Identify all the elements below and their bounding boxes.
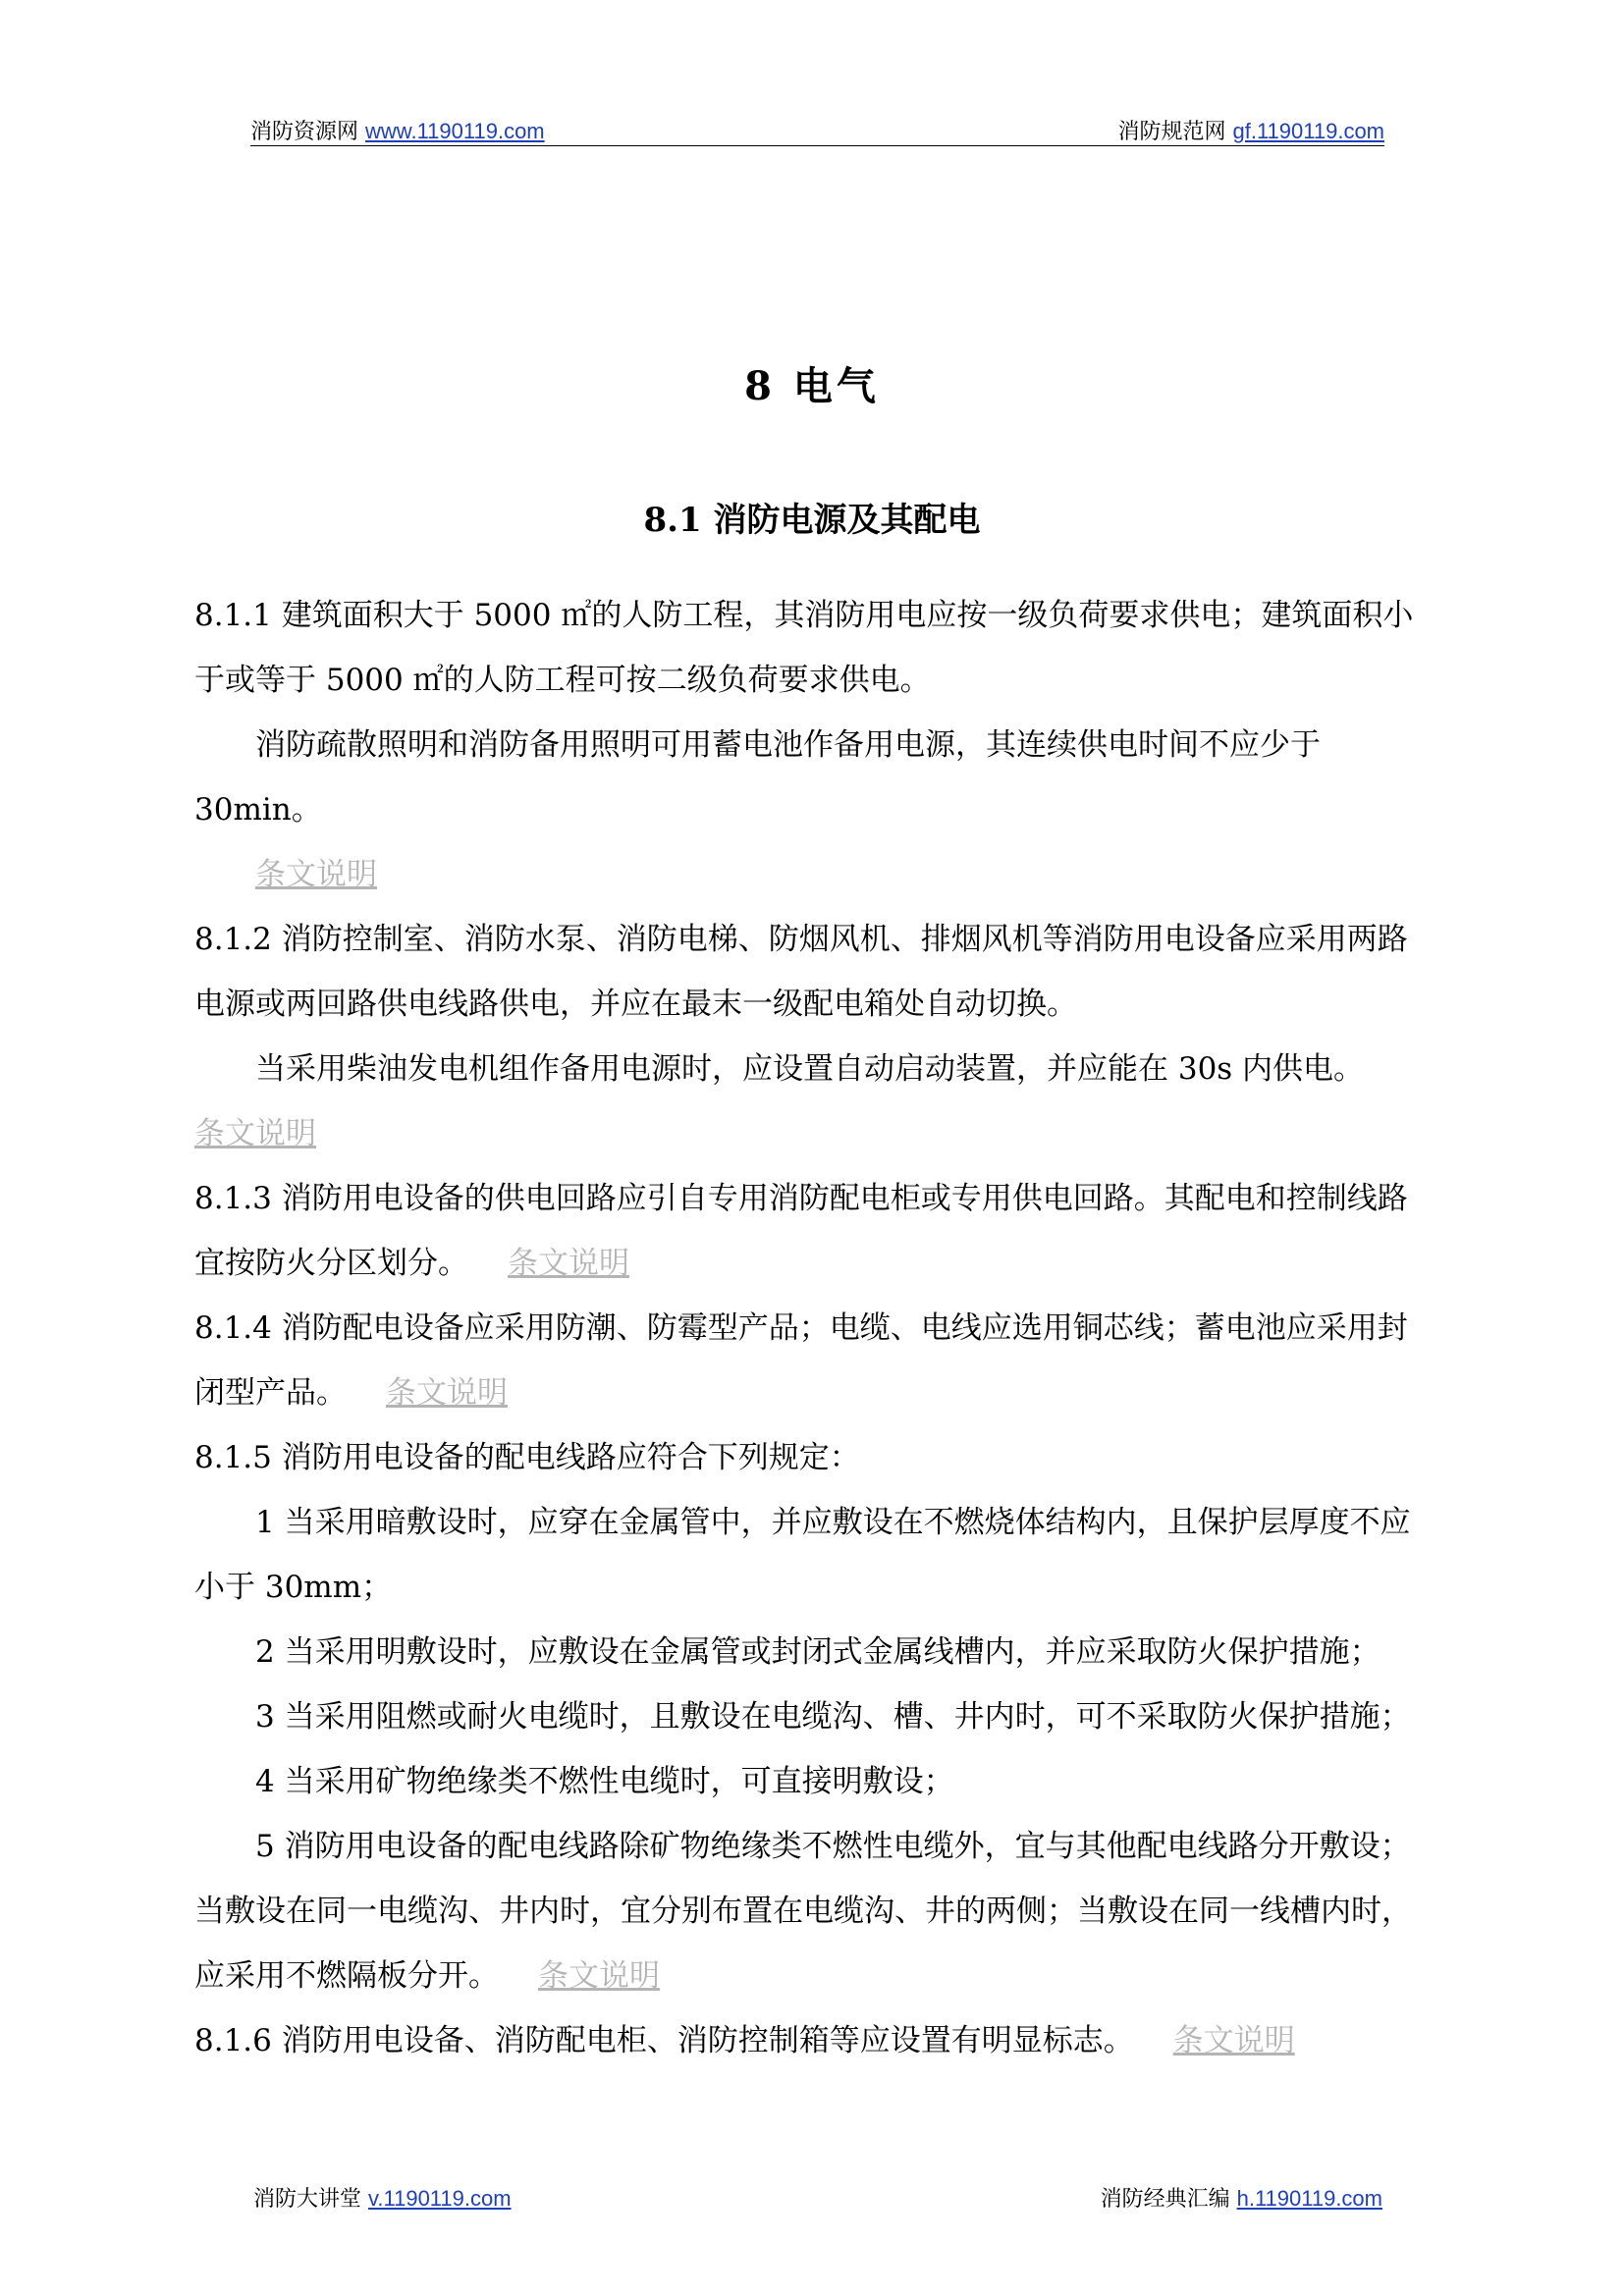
header-left <box>250 115 545 145</box>
clause-8-1-2-paragraph-2: 当采用柴油发电机组作备用电源时，应设置自动启动装置，并应能在 30s 内供电。 <box>255 1051 1365 1087</box>
section-title: 8.1 消防电源及其配电 <box>643 501 981 540</box>
clause-note-link[interactable]: 条文说明 <box>538 1958 660 1994</box>
clause-note-link[interactable]: 条文说明 <box>386 1375 508 1411</box>
header-left-link[interactable]: www.1190119.com <box>365 119 545 143</box>
header-right <box>1117 115 1384 145</box>
clause-8-1-5-item-1: 1 当采用暗敷设时，应穿在金属管中，并应敷设在不燃烧体结构内，且保护层厚度不应小于 30mm； <box>194 1505 1411 1605</box>
page-header <box>250 118 1384 146</box>
clause-note-link[interactable]: 条文说明 <box>255 857 377 892</box>
clause-8-1-4-block <box>194 1296 1435 1425</box>
clause-8-1-5-item-3: 3 当采用阻燃或耐火电缆时，且敷设在电缆沟、槽、井内时，可不采取防火保护措施； <box>255 1699 1411 1735</box>
header-right-link[interactable]: gf.1190119.com <box>1232 119 1384 143</box>
clause-8-1-5-item-5: 5 消防用电设备的配电线路除矿物绝缘类不燃性电缆外，宜与其他配电线路分开敷设；当敷设在同一电缆沟、井内时，宜分别布置在电缆沟、井的两侧；当敷设在同一线槽内时，应采用不燃隔板分开。 <box>194 1829 1412 1994</box>
clause-8-1-5-item-4: 4 当采用矿物绝缘类不燃性电缆时，可直接明敷设； <box>255 1764 954 1799</box>
clause-note-link[interactable]: 条文说明 <box>508 1246 629 1281</box>
clause-8-1-3: 8.1.3 消防用电设备的供电回路应引自专用消防配电柜或专用供电回路。其配电和控制线路宜按防火分区划分。 <box>194 1181 1408 1281</box>
clause-8-1-2: 8.1.2 消防控制室、消防水泵、消防电梯、防烟风机、排烟风机等消防用电设备应采用两路电源或两回路供电线路供电，并应在最末一级配电箱处自动切换。 <box>194 922 1408 1022</box>
header-left-site: 消防资源网 <box>250 120 359 144</box>
clause-8-1-5: 8.1.5 消防用电设备的配电线路应符合下列规定： <box>194 1440 860 1475</box>
clause-8-1-1-paragraph-2: 消防疏散照明和消防备用照明可用蓄电池作备用电源，其连续供电时间不应少于 30min。 <box>194 727 1321 828</box>
clause-8-1-6-block <box>194 2008 1435 2073</box>
page-footer <box>253 2182 1382 2212</box>
clause-note-link[interactable]: 条文说明 <box>194 1116 316 1151</box>
clause-8-1-4: 8.1.4 消防配电设备应采用防潮、防霉型产品；电缆、电线应选用铜芯线；蓄电池应采用封闭型产品。 <box>194 1310 1408 1411</box>
footer-right <box>1101 2182 1382 2213</box>
footer-left-site: 消防大讲堂 <box>253 2187 362 2212</box>
footer-left-link[interactable]: v.1190119.com <box>368 2186 512 2211</box>
clause-8-1-3-block <box>194 1166 1435 1296</box>
header-right-site: 消防规范网 <box>1117 120 1226 144</box>
clause-8-1-1: 8.1.1 建筑面积大于 5000 ㎡的人防工程，其消防用电应按一级负荷要求供电；建筑面积小于或等于 5000 ㎡的人防工程可按二级负荷要求供电。 <box>194 598 1414 698</box>
chapter-title: 8 电气 <box>744 363 880 409</box>
footer-right-site: 消防经典汇编 <box>1100 2187 1230 2212</box>
clause-8-1-5-item-5-block <box>194 1814 1435 2008</box>
footer-left <box>253 2182 512 2213</box>
document-body <box>194 583 1435 2073</box>
clause-8-1-5-item-2: 2 当采用明敷设时，应敷设在金属管或封闭式金属线槽内，并应采取防火保护措施； <box>255 1634 1380 1670</box>
clause-note-link[interactable]: 条文说明 <box>1172 2023 1295 2058</box>
clause-8-1-6: 8.1.6 消防用电设备、消防配电柜、消防控制箱等应设置有明显标志。 <box>194 2023 1134 2058</box>
footer-right-link[interactable]: h.1190119.com <box>1236 2186 1382 2211</box>
